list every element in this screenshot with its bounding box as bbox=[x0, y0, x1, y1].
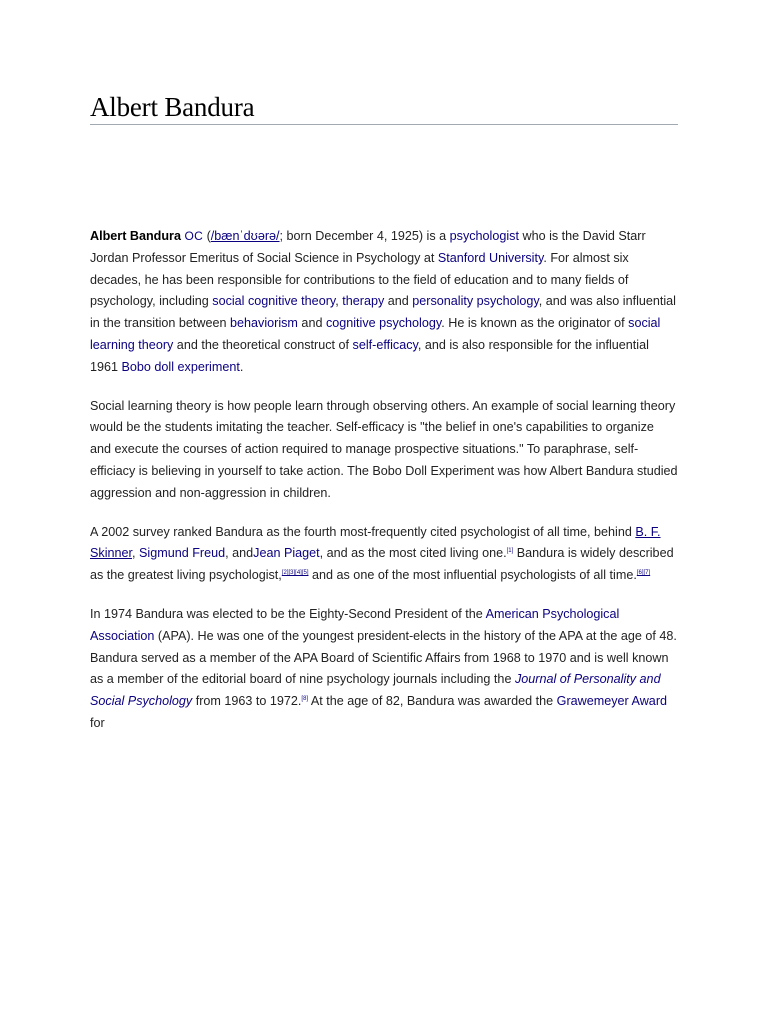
link-social-learning-theory[interactable]: social learning theory bbox=[90, 316, 661, 352]
text: . For almost six decades, he has been responsible for contributions to the field of education and to many fields of psychology, including bbox=[90, 250, 629, 309]
text: , and bbox=[225, 546, 254, 561]
reference-link[interactable]: [6][7] bbox=[636, 569, 651, 576]
text: and as one of the most influential psychologists of all time. bbox=[308, 568, 637, 583]
text: A 2002 survey ranked Bandura as the fourth most-frequently cited psychologist of all time, behind bbox=[90, 524, 636, 539]
link-american-psychological-association[interactable]: American Psychological Association bbox=[90, 606, 620, 643]
page-title: Albert Bandura bbox=[90, 92, 255, 122]
audio-pronunciation-icon[interactable]: OC bbox=[184, 229, 204, 243]
text: who is the David Starr Jordan Professor Emeritus of Social Science in Psychology at bbox=[90, 229, 646, 265]
text: At the age of 82, Bandura was awarded the bbox=[308, 694, 557, 709]
link-stanford-university[interactable]: Stanford University bbox=[437, 250, 544, 265]
article-body bbox=[90, 226, 678, 752]
text: and the theoretical construct of bbox=[173, 337, 353, 352]
text: . bbox=[239, 359, 244, 374]
text: for bbox=[90, 715, 105, 730]
lead-name: Albert Bandura bbox=[90, 229, 181, 243]
text: , and as the most cited living one. bbox=[319, 546, 507, 561]
text: . He is known as the originator of bbox=[441, 316, 629, 331]
link-jean-piaget[interactable]: Jean Piaget bbox=[253, 546, 320, 561]
link-therapy[interactable]: therapy bbox=[342, 294, 385, 309]
text: (APA). He was one of the youngest president-elects in the history of the APA at the age of 48. Bandura served as a member of the APA Board of Scientific Affairs from 1968 to 1970 and is well known as a member of the editorial board of nine psychology journals including the bbox=[90, 628, 677, 687]
text: ( bbox=[203, 229, 211, 243]
reference-link[interactable]: [2][3][4][5] bbox=[281, 569, 309, 576]
link-sigmund-freud[interactable]: Sigmund Freud bbox=[139, 546, 226, 561]
link-journal-personality-social-psychology[interactable]: Journal of Personality and Social Psychology bbox=[90, 672, 661, 709]
paragraph-social-learning: Social learning theory is how people learn through observing others. An example of social learning theory would be the students imitating the teacher. Self-efficacy is "the belief in one's capabilities to organize and execute the courses of action required to manage prospective situations." To paraphrase, self-efficiacy is believing in yourself to take action. The Bobo Doll Experiment was how Albert Bandura studied aggression and non-aggression in children. bbox=[90, 398, 678, 500]
link-bf-skinner[interactable]: B. F. Skinner bbox=[90, 524, 661, 561]
paragraph-citations bbox=[90, 522, 678, 587]
paragraph-intro bbox=[90, 226, 678, 379]
link-self-efficacy[interactable]: self-efficacy bbox=[352, 337, 418, 352]
title-divider bbox=[90, 124, 678, 125]
reference-link[interactable]: [8] bbox=[301, 695, 309, 702]
paragraph-apa bbox=[90, 604, 678, 735]
text: and bbox=[297, 316, 326, 331]
link-bobo-doll-experiment[interactable]: Bobo doll experiment bbox=[121, 359, 240, 374]
text: Bandura is widely described as the greatest living psychologist, bbox=[90, 546, 674, 583]
text: , and is also responsible for the influential 1961 bbox=[90, 337, 649, 374]
text: In 1974 Bandura was elected to be the Eighty-Second President of the bbox=[90, 606, 486, 621]
text: , bbox=[335, 294, 343, 309]
text: from 1963 to 1972. bbox=[192, 694, 302, 709]
text: , and was also influential in the transition between bbox=[90, 294, 676, 331]
link-social-cognitive-theory[interactable]: social cognitive theory bbox=[212, 294, 336, 309]
text: , bbox=[132, 546, 140, 561]
link-psychologist[interactable]: psychologist bbox=[449, 229, 519, 243]
link-cognitive-psychology[interactable]: cognitive psychology bbox=[325, 316, 442, 331]
link-behaviorism[interactable]: behaviorism bbox=[230, 316, 298, 331]
text: ; born December 4, 1925) is a bbox=[279, 229, 450, 243]
link-personality-psychology[interactable]: personality psychology bbox=[412, 294, 539, 309]
text: and bbox=[384, 294, 413, 309]
link-grawemeyer-award[interactable]: Grawemeyer Award bbox=[556, 694, 668, 709]
link-ipa[interactable]: /bænˈdʊərə/ bbox=[210, 229, 280, 243]
reference-link[interactable]: [1] bbox=[506, 548, 514, 555]
